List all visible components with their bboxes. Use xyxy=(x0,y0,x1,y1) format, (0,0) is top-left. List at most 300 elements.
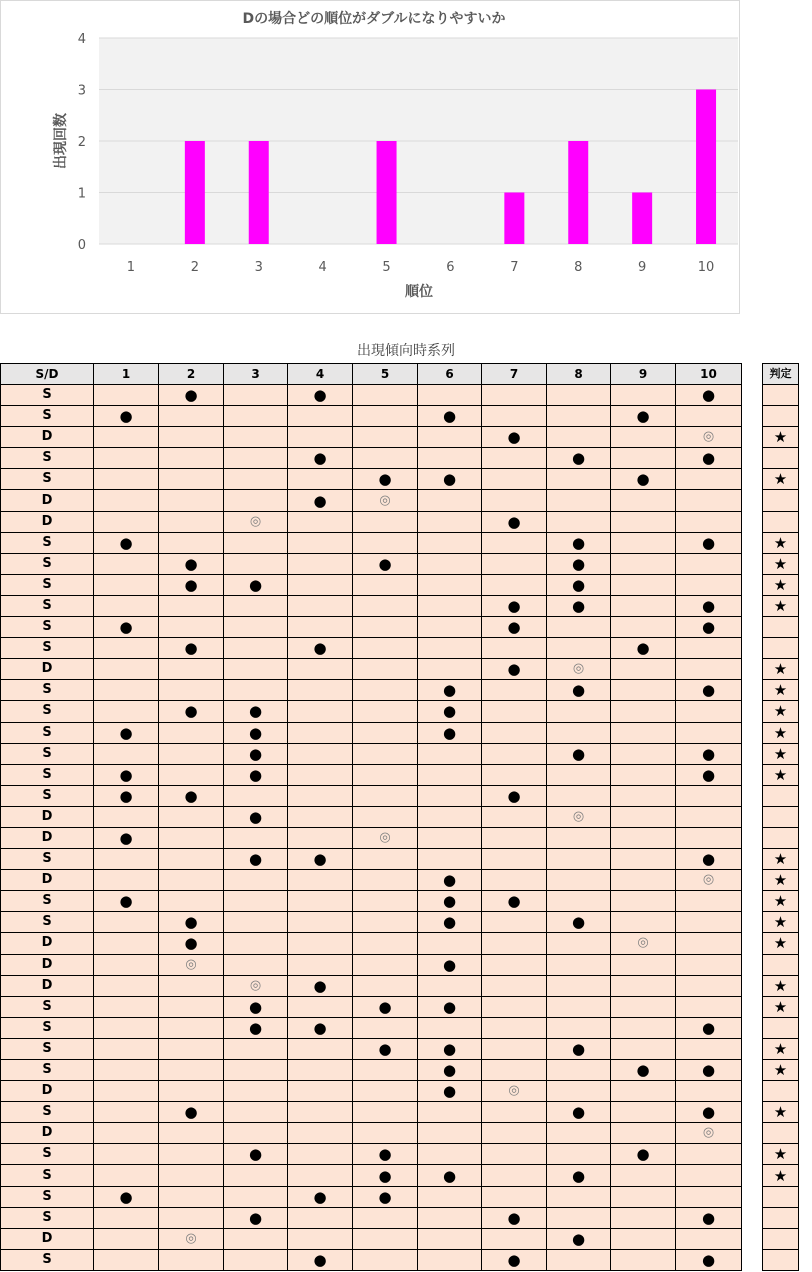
judge-row xyxy=(763,553,799,574)
sd-cell: S xyxy=(1,617,94,638)
empty-cell xyxy=(611,1038,676,1059)
judge-row xyxy=(763,617,799,638)
empty-cell xyxy=(224,385,288,406)
star-mark: ★ xyxy=(763,891,799,912)
star-mark: ★ xyxy=(763,1060,799,1081)
table-row xyxy=(1,743,742,764)
empty-cell xyxy=(418,532,482,553)
judge-row xyxy=(763,870,799,891)
empty-cell xyxy=(159,427,224,448)
empty-cell xyxy=(94,849,159,870)
empty-cell xyxy=(418,511,482,532)
empty-cell xyxy=(353,617,418,638)
dot-mark: ● xyxy=(547,743,611,764)
star-mark: ★ xyxy=(763,933,799,954)
dot-mark: ● xyxy=(676,448,742,469)
empty-cell xyxy=(676,1144,742,1165)
dot-mark: ● xyxy=(159,701,224,722)
dot-mark: ● xyxy=(547,595,611,616)
sd-cell: S xyxy=(1,1038,94,1059)
empty-cell xyxy=(353,1017,418,1038)
empty-cell xyxy=(418,743,482,764)
dot-mark: ● xyxy=(94,785,159,806)
double-mark: ◎ xyxy=(353,827,418,848)
empty-cell xyxy=(353,427,418,448)
judge-row xyxy=(763,764,799,785)
dot-mark: ● xyxy=(547,553,611,574)
table-row xyxy=(1,680,742,701)
empty-cell xyxy=(482,469,547,490)
empty-cell xyxy=(94,638,159,659)
empty-cell xyxy=(159,827,224,848)
empty-cell xyxy=(94,1123,159,1144)
empty-cell xyxy=(288,1102,353,1123)
table-row xyxy=(1,448,742,469)
empty-cell xyxy=(547,1207,611,1228)
dot-mark: ● xyxy=(482,785,547,806)
dot-mark: ● xyxy=(94,406,159,427)
sd-cell: S xyxy=(1,1144,94,1165)
dot-mark: ● xyxy=(676,1102,742,1123)
table-row xyxy=(1,1017,742,1038)
table-row xyxy=(1,638,742,659)
table-row xyxy=(1,406,742,427)
judge-row xyxy=(763,1123,799,1144)
star-mark: ★ xyxy=(763,427,799,448)
empty-cell xyxy=(159,1060,224,1081)
empty-cell xyxy=(224,490,288,511)
empty-cell xyxy=(611,975,676,996)
star-mark: ★ xyxy=(763,1165,799,1186)
x-tick-label: 5 xyxy=(382,260,391,275)
empty-cell xyxy=(224,1102,288,1123)
dot-mark: ● xyxy=(676,617,742,638)
star-mark: ★ xyxy=(763,849,799,870)
empty-cell xyxy=(288,1081,353,1102)
dot-mark: ● xyxy=(547,1165,611,1186)
empty-cell xyxy=(288,1207,353,1228)
star-mark: ★ xyxy=(763,996,799,1017)
empty-cell xyxy=(159,975,224,996)
sd-cell: S xyxy=(1,1186,94,1207)
empty-cell xyxy=(159,891,224,912)
table-row xyxy=(1,617,742,638)
dot-mark: ● xyxy=(418,870,482,891)
star-mark: ★ xyxy=(763,574,799,595)
judge-row xyxy=(763,595,799,616)
bar xyxy=(185,141,205,244)
empty-cell xyxy=(611,659,676,680)
empty-cell xyxy=(94,954,159,975)
judge-row xyxy=(763,1081,799,1102)
x-tick-label: 1 xyxy=(126,260,136,275)
judge-empty xyxy=(763,617,799,638)
table-row xyxy=(1,827,742,848)
empty-cell xyxy=(94,385,159,406)
empty-cell xyxy=(224,827,288,848)
empty-cell xyxy=(353,933,418,954)
empty-cell xyxy=(353,722,418,743)
empty-cell xyxy=(353,680,418,701)
dot-mark: ● xyxy=(159,553,224,574)
dot-mark: ● xyxy=(418,469,482,490)
dot-mark: ● xyxy=(676,1249,742,1270)
empty-cell xyxy=(159,617,224,638)
judge-empty xyxy=(763,490,799,511)
empty-cell xyxy=(94,595,159,616)
judge-row xyxy=(763,1186,799,1207)
empty-cell xyxy=(159,743,224,764)
empty-cell xyxy=(611,617,676,638)
y-tick-label: 0 xyxy=(77,238,86,253)
dot-mark: ● xyxy=(288,1017,353,1038)
dot-mark: ● xyxy=(353,469,418,490)
empty-cell xyxy=(288,891,353,912)
x-tick-label: 8 xyxy=(574,260,583,275)
empty-cell xyxy=(418,827,482,848)
empty-cell xyxy=(94,1228,159,1249)
double-mark: ◎ xyxy=(224,975,288,996)
empty-cell xyxy=(418,785,482,806)
sd-cell: D xyxy=(1,490,94,511)
empty-cell xyxy=(482,680,547,701)
empty-cell xyxy=(353,595,418,616)
col-header: 6 xyxy=(418,364,482,385)
star-mark: ★ xyxy=(763,680,799,701)
star-mark: ★ xyxy=(763,659,799,680)
empty-cell xyxy=(418,975,482,996)
empty-cell xyxy=(224,785,288,806)
empty-cell xyxy=(482,1060,547,1081)
judge-row xyxy=(763,385,799,406)
star-mark: ★ xyxy=(763,701,799,722)
empty-cell xyxy=(611,870,676,891)
empty-cell xyxy=(288,1228,353,1249)
empty-cell xyxy=(94,553,159,574)
star-mark: ★ xyxy=(763,743,799,764)
sd-cell: S xyxy=(1,785,94,806)
empty-cell xyxy=(611,785,676,806)
table-row xyxy=(1,1228,742,1249)
empty-cell xyxy=(418,448,482,469)
sd-cell: S xyxy=(1,574,94,595)
empty-cell xyxy=(94,448,159,469)
empty-cell xyxy=(547,975,611,996)
judge-empty xyxy=(763,1228,799,1249)
sd-cell: D xyxy=(1,1081,94,1102)
empty-cell xyxy=(482,912,547,933)
empty-cell xyxy=(611,1186,676,1207)
empty-cell xyxy=(288,996,353,1017)
empty-cell xyxy=(611,1165,676,1186)
empty-cell xyxy=(676,701,742,722)
dot-mark: ● xyxy=(547,1102,611,1123)
empty-cell xyxy=(547,1186,611,1207)
empty-cell xyxy=(224,595,288,616)
table-row xyxy=(1,532,742,553)
empty-cell xyxy=(353,954,418,975)
empty-cell xyxy=(611,1228,676,1249)
empty-cell xyxy=(94,469,159,490)
empty-cell xyxy=(676,490,742,511)
empty-cell xyxy=(94,680,159,701)
empty-cell xyxy=(159,849,224,870)
empty-cell xyxy=(482,975,547,996)
sd-cell: S xyxy=(1,385,94,406)
dot-mark: ● xyxy=(547,1038,611,1059)
empty-cell xyxy=(547,1249,611,1270)
judge-row xyxy=(763,511,799,532)
judge-row xyxy=(763,1207,799,1228)
empty-cell xyxy=(418,764,482,785)
empty-cell xyxy=(611,574,676,595)
empty-cell xyxy=(611,827,676,848)
judge-empty xyxy=(763,1081,799,1102)
empty-cell xyxy=(482,954,547,975)
empty-cell xyxy=(288,722,353,743)
dot-mark: ● xyxy=(482,659,547,680)
sd-cell: S xyxy=(1,891,94,912)
empty-cell xyxy=(224,1038,288,1059)
judge-header-row xyxy=(763,364,799,385)
judge-empty xyxy=(763,385,799,406)
sd-cell: D xyxy=(1,954,94,975)
sd-cell: D xyxy=(1,933,94,954)
dot-mark: ● xyxy=(676,743,742,764)
sd-cell: S xyxy=(1,1060,94,1081)
judge-empty xyxy=(763,406,799,427)
x-tick-label: 10 xyxy=(697,260,715,275)
empty-cell xyxy=(288,806,353,827)
empty-cell xyxy=(611,490,676,511)
judge-row xyxy=(763,680,799,701)
empty-cell xyxy=(676,574,742,595)
dot-mark: ● xyxy=(224,722,288,743)
empty-cell xyxy=(676,933,742,954)
dot-mark: ● xyxy=(224,1144,288,1165)
empty-cell xyxy=(288,617,353,638)
empty-cell xyxy=(288,701,353,722)
double-mark: ◎ xyxy=(224,511,288,532)
empty-cell xyxy=(676,954,742,975)
judge-row xyxy=(763,638,799,659)
dot-mark: ● xyxy=(159,638,224,659)
judge-row xyxy=(763,1228,799,1249)
empty-cell xyxy=(353,448,418,469)
empty-cell xyxy=(547,1123,611,1144)
table-row xyxy=(1,806,742,827)
empty-cell xyxy=(611,701,676,722)
star-mark: ★ xyxy=(763,764,799,785)
empty-cell xyxy=(224,638,288,659)
judge-row xyxy=(763,912,799,933)
empty-cell xyxy=(224,680,288,701)
x-tick-label: 4 xyxy=(318,260,327,275)
empty-cell xyxy=(353,849,418,870)
empty-cell xyxy=(353,891,418,912)
table-row xyxy=(1,427,742,448)
table-row xyxy=(1,1123,742,1144)
empty-cell xyxy=(611,722,676,743)
chart-title: Dの場合どの順位がダブルになりやすいか xyxy=(242,11,506,27)
table-row xyxy=(1,595,742,616)
empty-cell xyxy=(94,975,159,996)
dot-mark: ● xyxy=(611,638,676,659)
table-row xyxy=(1,574,742,595)
dot-mark: ● xyxy=(547,1228,611,1249)
empty-cell xyxy=(288,553,353,574)
empty-cell xyxy=(353,785,418,806)
empty-cell xyxy=(224,1228,288,1249)
col-header: 5 xyxy=(353,364,418,385)
dot-mark: ● xyxy=(482,511,547,532)
empty-cell xyxy=(611,996,676,1017)
table-row xyxy=(1,511,742,532)
star-mark: ★ xyxy=(763,1144,799,1165)
dot-mark: ● xyxy=(159,785,224,806)
empty-cell xyxy=(418,1123,482,1144)
star-mark: ★ xyxy=(763,1038,799,1059)
judge-empty xyxy=(763,1249,799,1270)
x-tick-label: 3 xyxy=(254,260,263,275)
empty-cell xyxy=(353,659,418,680)
sd-cell: S xyxy=(1,1017,94,1038)
dot-mark: ● xyxy=(611,1144,676,1165)
dot-mark: ● xyxy=(482,595,547,616)
empty-cell xyxy=(353,764,418,785)
dot-mark: ● xyxy=(288,1186,353,1207)
sd-cell: D xyxy=(1,806,94,827)
dot-mark: ● xyxy=(418,701,482,722)
empty-cell xyxy=(288,933,353,954)
empty-cell xyxy=(159,406,224,427)
judge-row xyxy=(763,427,799,448)
dot-mark: ● xyxy=(94,532,159,553)
empty-cell xyxy=(418,1249,482,1270)
empty-cell xyxy=(611,553,676,574)
dot-mark: ● xyxy=(676,1207,742,1228)
y-tick-label: 2 xyxy=(77,135,86,150)
sd-cell: D xyxy=(1,427,94,448)
sd-cell: S xyxy=(1,448,94,469)
table-row xyxy=(1,701,742,722)
empty-cell xyxy=(547,1144,611,1165)
double-mark: ◎ xyxy=(482,1081,547,1102)
empty-cell xyxy=(482,764,547,785)
table-row xyxy=(1,1060,742,1081)
empty-cell xyxy=(224,532,288,553)
empty-cell xyxy=(611,448,676,469)
dot-mark: ● xyxy=(224,996,288,1017)
empty-cell xyxy=(547,469,611,490)
table-row xyxy=(1,891,742,912)
x-tick-label: 6 xyxy=(446,260,455,275)
empty-cell xyxy=(547,849,611,870)
dot-mark: ● xyxy=(94,617,159,638)
empty-cell xyxy=(482,827,547,848)
double-mark: ◎ xyxy=(547,659,611,680)
empty-cell xyxy=(547,785,611,806)
empty-cell xyxy=(611,680,676,701)
judge-row xyxy=(763,1017,799,1038)
empty-cell xyxy=(353,1123,418,1144)
empty-cell xyxy=(288,469,353,490)
sd-cell: S xyxy=(1,764,94,785)
empty-cell xyxy=(288,427,353,448)
empty-cell xyxy=(418,574,482,595)
x-axis-label: 順位 xyxy=(405,284,433,300)
empty-cell xyxy=(676,1186,742,1207)
judge-empty xyxy=(763,448,799,469)
empty-cell xyxy=(224,891,288,912)
empty-cell xyxy=(159,1038,224,1059)
empty-cell xyxy=(676,785,742,806)
judge-row xyxy=(763,722,799,743)
col-header: 9 xyxy=(611,364,676,385)
dot-mark: ● xyxy=(288,849,353,870)
dot-mark: ● xyxy=(676,595,742,616)
col-header: 1 xyxy=(94,364,159,385)
table-row xyxy=(1,975,742,996)
judge-row xyxy=(763,490,799,511)
empty-cell xyxy=(353,806,418,827)
empty-cell xyxy=(418,659,482,680)
dot-mark: ● xyxy=(288,385,353,406)
empty-cell xyxy=(288,595,353,616)
empty-cell xyxy=(94,912,159,933)
double-mark: ◎ xyxy=(547,806,611,827)
dot-mark: ● xyxy=(159,933,224,954)
double-mark: ◎ xyxy=(676,1123,742,1144)
empty-cell xyxy=(482,1102,547,1123)
y-axis-label: 出現回数 xyxy=(53,113,69,169)
empty-cell xyxy=(482,385,547,406)
sd-cell: S xyxy=(1,553,94,574)
empty-cell xyxy=(418,638,482,659)
empty-cell xyxy=(611,1207,676,1228)
dot-mark: ● xyxy=(418,954,482,975)
judge-empty xyxy=(763,806,799,827)
empty-cell xyxy=(418,1228,482,1249)
sd-cell: S xyxy=(1,722,94,743)
empty-cell xyxy=(482,448,547,469)
empty-cell xyxy=(353,870,418,891)
empty-cell xyxy=(482,490,547,511)
dot-mark: ● xyxy=(482,427,547,448)
dot-mark: ● xyxy=(611,1060,676,1081)
dot-mark: ● xyxy=(224,1207,288,1228)
star-mark: ★ xyxy=(763,722,799,743)
empty-cell xyxy=(611,912,676,933)
dot-mark: ● xyxy=(288,490,353,511)
empty-cell xyxy=(482,1123,547,1144)
table-row xyxy=(1,1207,742,1228)
star-mark: ★ xyxy=(763,532,799,553)
empty-cell xyxy=(224,1249,288,1270)
dot-mark: ● xyxy=(547,912,611,933)
judge-row xyxy=(763,469,799,490)
sd-cell: S xyxy=(1,743,94,764)
empty-cell xyxy=(94,870,159,891)
dot-mark: ● xyxy=(676,1017,742,1038)
empty-cell xyxy=(611,891,676,912)
empty-cell xyxy=(482,870,547,891)
table-row xyxy=(1,553,742,574)
empty-cell xyxy=(547,891,611,912)
empty-cell xyxy=(418,427,482,448)
empty-cell xyxy=(418,849,482,870)
dot-mark: ● xyxy=(353,1144,418,1165)
